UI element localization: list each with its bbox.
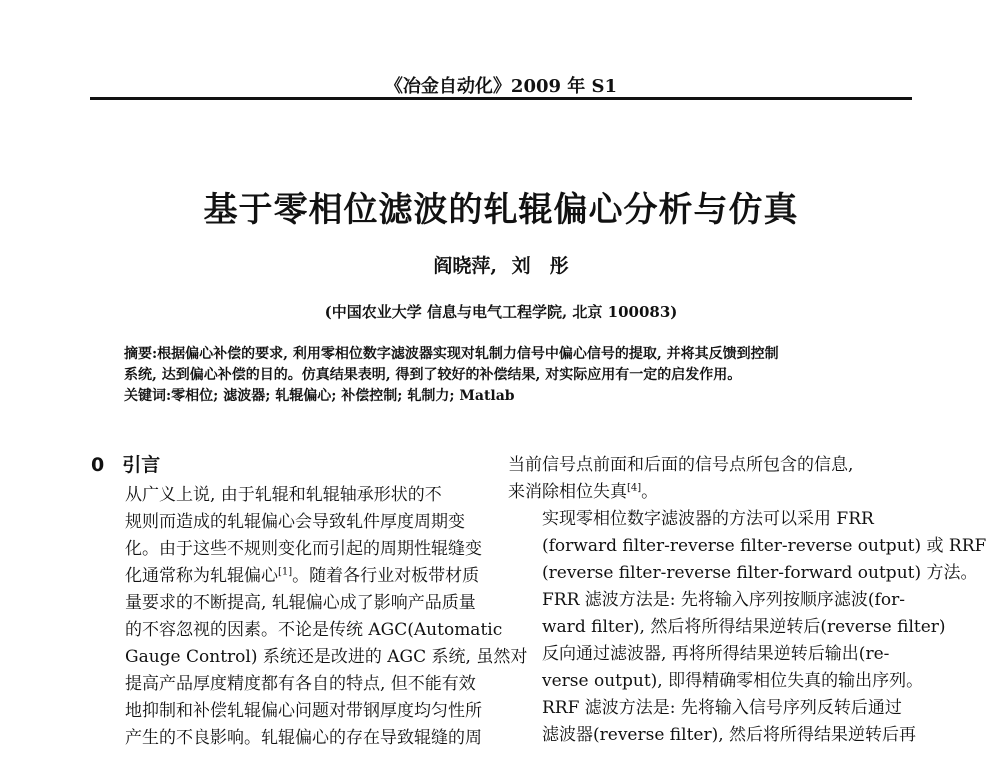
text-line: (forward filter-reverse filter-reverse output) 或 RRF	[542, 536, 987, 556]
text-line: 量要求的不断提高, 轧辊偏心成了影响产品质量	[125, 593, 476, 613]
citation-ref[interactable]: [4]	[627, 482, 642, 494]
text-line: 规则而造成的轧辊偏心会导致轧件厚度周期变	[125, 512, 465, 532]
text-line: 当前信号点前面和后面的信号点所包含的信息,	[508, 455, 854, 475]
abstract-line: 系统, 达到偏心补偿的目的。仿真结果表明, 得到了较好的补偿结果, 对实际应用有一定的启发作用。	[124, 367, 742, 383]
abstract-label: 摘要:	[124, 346, 158, 362]
text-line: 实现零相位数字滤波器的方法可以采用 FRR	[542, 509, 874, 529]
section-heading	[91, 452, 475, 482]
keywords-text: 零相位; 滤波器; 轧辊偏心; 补偿控制; 轧制力; Matlab	[171, 388, 515, 404]
authors: 阎晓萍, 刘 彤	[433, 255, 569, 277]
affiliation: (中国农业大学 信息与电气工程学院, 北京 100083)	[324, 303, 678, 321]
keywords-line	[124, 386, 884, 407]
paragraph	[91, 482, 528, 752]
text-line: ward filter), 然后将所得结果逆转后(reverse filter)	[542, 617, 946, 637]
text-line: (reverse filter-reverse filter-forward output) 方法。	[542, 563, 978, 583]
text-line: 滤波器(reverse filter), 然后将所得结果逆转后再	[542, 725, 917, 745]
left-column	[91, 452, 528, 752]
text-line: 从广义上说, 由于轧辊和轧辊轴承形状的不	[125, 485, 442, 505]
keywords-label: 关键词:	[124, 388, 172, 404]
text-line: 化通常称为轧辊偏心[1]。随着各行业对板带材质	[125, 566, 480, 586]
paper-title: 基于零相位滤波的轧辊偏心分析与仿真	[203, 190, 799, 230]
text-line: 反向通过滤波器, 再将所得结果逆转后输出(re-	[542, 644, 890, 664]
text-line: verse output), 即得精确零相位失真的输出序列。	[542, 671, 924, 691]
citation-ref[interactable]: [1]	[278, 566, 293, 578]
abstract-line: 摘要:根据偏心补偿的要求, 利用零相位数字滤波器实现对轧制力信号中偏心信号的提取, 并将其反馈到控制	[124, 346, 779, 362]
text-line: RRF 滤波方法是: 先将输入信号序列反转后通过	[542, 698, 902, 718]
paragraph	[508, 452, 892, 506]
text-line: 的不容忽视的因素。不论是传统 AGC(Automatic	[125, 620, 503, 640]
section-title: 引言	[122, 454, 161, 476]
text-line: 化。由于这些不规则变化而引起的周期性辊缝变	[125, 539, 482, 559]
text-line: 地抑制和补偿轧辊偏心问题对带钢厚度均匀性所	[125, 701, 482, 721]
journal-header: 《冶金自动化》2009 年 S1	[384, 76, 618, 97]
header-rule	[90, 97, 912, 100]
text-line: 提高产品厚度精度都有各自的特点, 但不能有效	[125, 674, 476, 694]
text-line: 产生的不良影响。轧辊偏心的存在导致辊缝的周	[125, 728, 482, 748]
text-line: Gauge Control) 系统还是改进的 AGC 系统, 虽然对	[125, 647, 528, 667]
text-line: FRR 滤波方法是: 先将输入序列按顺序滤波(for-	[542, 590, 905, 610]
section-number: 0	[91, 454, 105, 476]
right-column	[508, 452, 987, 749]
abstract-block	[124, 344, 884, 407]
paragraph	[508, 506, 987, 749]
text-line: 来消除相位失真[4]。	[508, 482, 659, 502]
